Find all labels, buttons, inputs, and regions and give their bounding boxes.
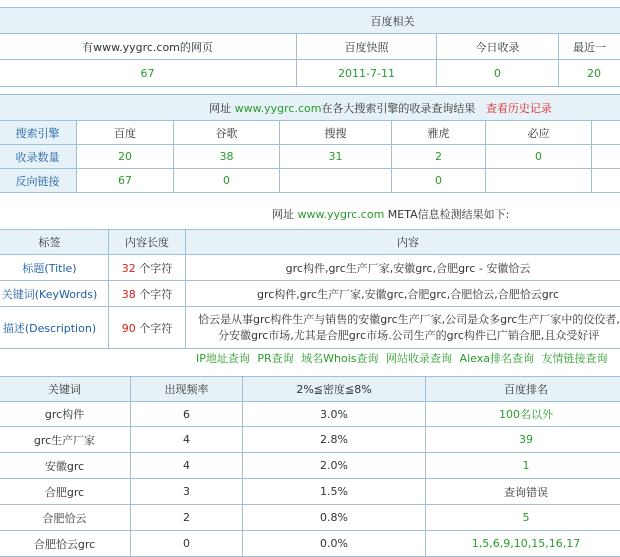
engine-google: 谷歌	[174, 121, 280, 145]
meta-header-content: 内容	[186, 230, 620, 255]
baidu-value-today: 0	[437, 60, 559, 87]
meta-caption-suffix: META信息检测结果如下:	[388, 208, 510, 221]
kw-density: 3.0%	[243, 402, 426, 427]
baidu-header-today: 今日收录	[437, 34, 559, 60]
kw-keyword: 合肥grc	[0, 479, 131, 505]
kw-keyword: grc构件	[0, 402, 131, 427]
kw-frequency: 2	[131, 505, 243, 531]
engine-baidu: 百度	[77, 121, 174, 145]
kw-rank[interactable]: 1	[426, 453, 620, 479]
meta-header-length: 内容长度	[109, 230, 186, 255]
kw-keyword: 安徽grc	[0, 453, 131, 479]
baidu-header-recent: 最近一	[559, 34, 620, 60]
baidu-header-snapshot: 百度快照	[297, 34, 437, 60]
backlink-extra	[592, 169, 620, 193]
kw-rank[interactable]: 5	[426, 505, 620, 531]
engines-caption	[0, 95, 620, 121]
tool-link-ip[interactable]: IP地址查询	[196, 352, 250, 365]
kw-header-frequency: 出现频率	[131, 377, 243, 402]
row-label-engine: 搜索引擎	[0, 121, 77, 145]
kw-header-density: 2%≦密度≦8%	[243, 377, 426, 402]
backlink-yahoo[interactable]: 0	[392, 169, 486, 193]
table-row	[0, 402, 620, 427]
table-row	[0, 479, 620, 505]
baidu-header-pages: 有www.yygrc.com的网页	[0, 34, 297, 60]
kw-density: 2.8%	[243, 427, 426, 453]
kw-header-rank: 百度排名	[426, 377, 620, 402]
kw-keyword: grc生产厂家	[0, 427, 131, 453]
meta-length-keywords: 38 个字符	[109, 281, 186, 307]
kw-rank[interactable]: 39	[426, 427, 620, 453]
meta-tag-keywords: 关键词(KeyWords)	[0, 281, 109, 307]
meta-content-keywords: grc构件,grc生产厂家,安徽grc,合肥grc,合肥恰云,合肥恰云grc	[186, 281, 620, 307]
kw-frequency: 4	[131, 453, 243, 479]
meta-site-link[interactable]: www.yygrc.com	[298, 208, 385, 221]
baidu-title: 百度相关	[0, 8, 620, 34]
engine-yahoo: 雅虎	[392, 121, 486, 145]
kw-frequency: 0	[131, 531, 243, 557]
baidu-value-pages[interactable]: 67	[0, 60, 297, 87]
kw-frequency: 3	[131, 479, 243, 505]
backlink-google[interactable]: 0	[174, 169, 280, 193]
kw-density: 2.0%	[243, 453, 426, 479]
count-extra	[592, 145, 620, 169]
count-google[interactable]: 38	[174, 145, 280, 169]
kw-density: 0.8%	[243, 505, 426, 531]
meta-table	[0, 229, 620, 349]
meta-caption	[272, 206, 509, 222]
count-soso[interactable]: 31	[280, 145, 392, 169]
kw-header-keyword: 关键词	[0, 377, 131, 402]
baidu-table	[0, 7, 620, 87]
tool-link-alexa[interactable]: Alexa排名查询	[460, 352, 534, 365]
baidu-value-recent: 20	[559, 60, 620, 87]
backlink-soso	[280, 169, 392, 193]
engines-caption-prefix: 网址	[209, 102, 231, 115]
kw-frequency: 6	[131, 402, 243, 427]
count-baidu[interactable]: 20	[77, 145, 174, 169]
history-link[interactable]: 查看历史记录	[486, 102, 552, 115]
tool-link-index[interactable]: 网站收录查询	[386, 352, 452, 365]
tool-link-pr[interactable]: PR查询	[257, 352, 293, 365]
meta-caption-prefix: 网址	[272, 208, 294, 221]
meta-content-description: 恰云是从事grc构件生产与销售的安徽grc生产厂家,公司是众多grc生产厂家中的佼佼者, 分安徽grc市场,尤其是合肥grc市场.公司生产的grc构件已广销合肥,且众受好评	[186, 307, 620, 349]
tool-link-friend[interactable]: 友情链接查询	[541, 352, 607, 365]
row-label-backlinks: 反向链接	[0, 169, 77, 193]
table-row	[0, 453, 620, 479]
engines-caption-suffix: 在各大搜索引擎的收录查询结果	[321, 102, 475, 115]
meta-content-title: grc构件,grc生产厂家,安徽grc,合肥grc - 安徽恰云	[186, 255, 620, 281]
count-bing[interactable]: 0	[486, 145, 592, 169]
tool-link-whois[interactable]: 域名Whois查询	[301, 352, 378, 365]
kw-rank[interactable]: 100名以外	[426, 402, 620, 427]
kw-rank[interactable]: 1,5,6,9,10,15,16,17	[426, 531, 620, 557]
meta-header-tag: 标签	[0, 230, 109, 255]
count-yahoo[interactable]: 2	[392, 145, 486, 169]
engines-table	[0, 94, 620, 193]
engine-bing: 必应	[486, 121, 592, 145]
row-label-count: 收录数量	[0, 145, 77, 169]
meta-length-description: 90 个字符	[109, 307, 186, 349]
baidu-value-snapshot[interactable]: 2011-7-11	[297, 60, 437, 87]
keywords-table	[0, 376, 620, 557]
kw-rank: 查询错误	[426, 479, 620, 505]
table-row	[0, 531, 620, 557]
backlink-baidu[interactable]: 67	[77, 169, 174, 193]
table-row	[0, 505, 620, 531]
table-row	[0, 427, 620, 453]
tool-links	[196, 349, 620, 369]
kw-keyword: 合肥恰云	[0, 505, 131, 531]
kw-frequency: 4	[131, 427, 243, 453]
backlink-bing	[486, 169, 592, 193]
kw-keyword: 合肥恰云grc	[0, 531, 131, 557]
kw-density: 1.5%	[243, 479, 426, 505]
meta-length-title: 32 个字符	[109, 255, 186, 281]
engine-soso: 搜搜	[280, 121, 392, 145]
engines-site-link[interactable]: www.yygrc.com	[235, 102, 322, 115]
engine-extra	[592, 121, 620, 145]
kw-density: 0.0%	[243, 531, 426, 557]
meta-tag-title: 标题(Title)	[0, 255, 109, 281]
meta-tag-description: 描述(Description)	[0, 307, 109, 349]
